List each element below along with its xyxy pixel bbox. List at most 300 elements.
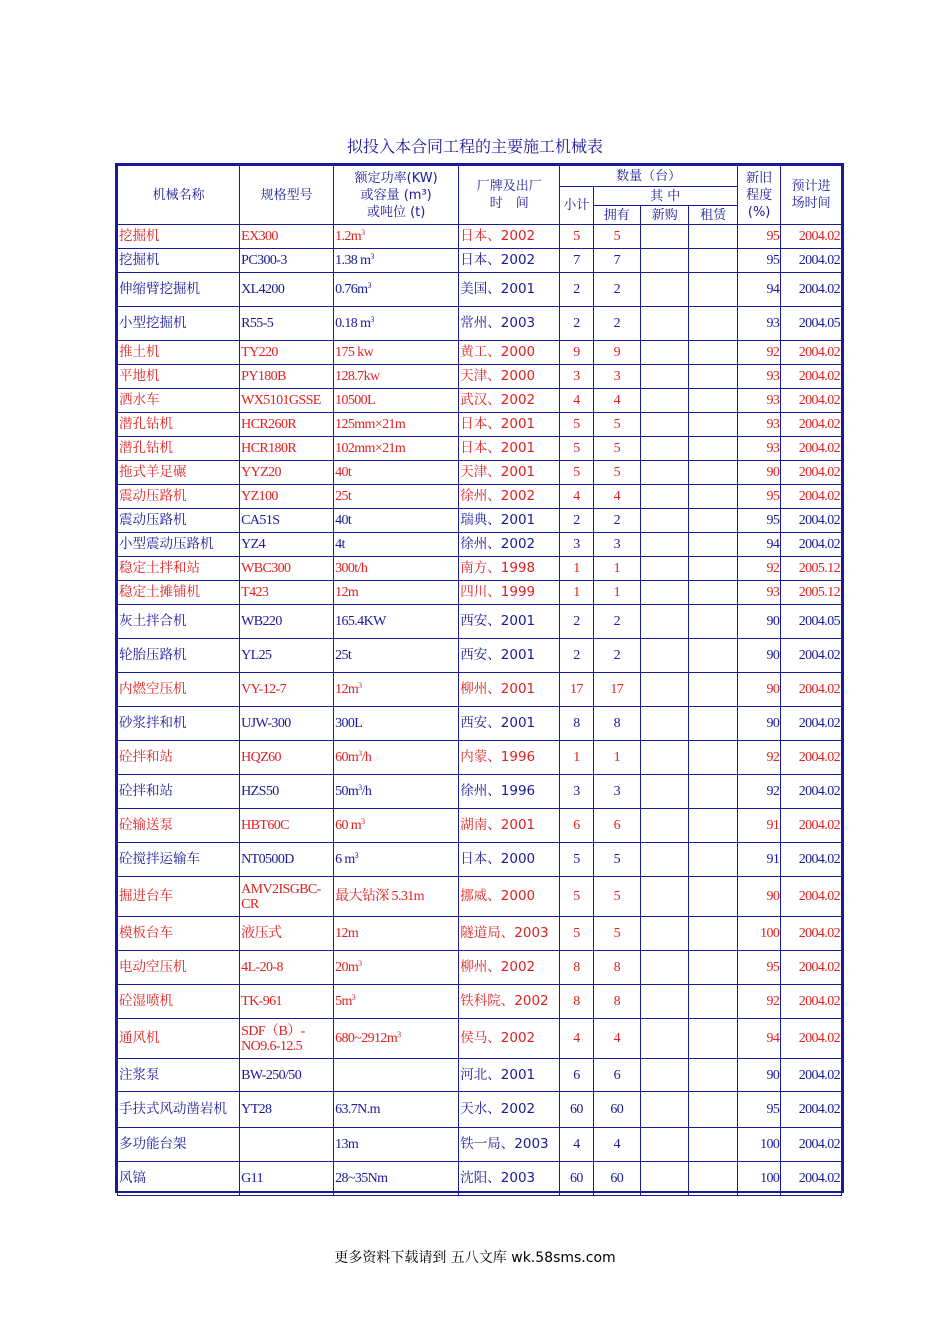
cell-name: 砼搅拌运输车	[118, 843, 240, 877]
table-row	[118, 273, 842, 307]
cell-own: 5	[593, 843, 640, 877]
cell-rent	[689, 707, 737, 741]
cell-condition: 90	[737, 605, 780, 639]
cell-power: 300L	[334, 707, 459, 741]
cell-model: WX5101GSSE	[240, 389, 334, 413]
cell-new	[641, 413, 689, 437]
cell-rent	[689, 581, 737, 605]
cell-model: YT28	[240, 1092, 334, 1128]
cell-date: 2004.02	[781, 639, 842, 673]
cell-new	[641, 557, 689, 581]
cell-date: 2004.02	[781, 249, 842, 273]
cell-power: 28~35Nm	[334, 1162, 459, 1196]
cell-subtotal: 9	[560, 341, 593, 365]
cell-subtotal: 60	[560, 1162, 593, 1196]
cell-own: 5	[593, 461, 640, 485]
cell-name: 挖掘机	[118, 249, 240, 273]
cell-own: 5	[593, 413, 640, 437]
cell-condition: 94	[737, 1019, 780, 1059]
cell-own: 2	[593, 605, 640, 639]
equipment-table	[117, 165, 842, 1196]
cell-date: 2004.02	[781, 273, 842, 307]
cell-condition: 94	[737, 273, 780, 307]
table-row	[118, 951, 842, 985]
header-condition	[737, 166, 780, 225]
header-own: 拥有	[593, 206, 640, 225]
cell-power	[334, 1059, 459, 1092]
cell-own: 7	[593, 249, 640, 273]
table-row	[118, 557, 842, 581]
cell-new	[641, 437, 689, 461]
cell-model: HQZ60	[240, 741, 334, 775]
cell-own: 2	[593, 307, 640, 341]
cell-date: 2004.02	[781, 533, 842, 557]
header-condition-line1: 新旧	[746, 170, 773, 186]
cell-new	[641, 365, 689, 389]
cell-condition: 93	[737, 437, 780, 461]
cell-brand: 挪威、2000	[459, 877, 560, 917]
cell-rent	[689, 249, 737, 273]
cell-rent	[689, 509, 737, 533]
cell-rent	[689, 461, 737, 485]
cell-name: 拖式羊足碾	[118, 461, 240, 485]
cell-brand: 内蒙、1996	[459, 741, 560, 775]
header-name: 机械名称	[118, 166, 240, 225]
cell-rent	[689, 365, 737, 389]
cell-condition: 90	[737, 639, 780, 673]
cell-name: 挖掘机	[118, 225, 240, 249]
table-row	[118, 843, 842, 877]
cell-power: 25t	[334, 485, 459, 509]
cell-rent	[689, 741, 737, 775]
cell-power: $0.76m^3$	[334, 273, 459, 307]
cell-brand: 徐州、2002	[459, 533, 560, 557]
cell-date: 2004.02	[781, 985, 842, 1019]
cell-name: 洒水车	[118, 389, 240, 413]
cell-own: 5	[593, 917, 640, 951]
cell-brand: 天水、2002	[459, 1092, 560, 1128]
cell-rent	[689, 307, 737, 341]
cell-power: $680\sim 2912m^3$	[334, 1019, 459, 1059]
cell-power: 4t	[334, 533, 459, 557]
cell-new	[641, 809, 689, 843]
cell-rent	[689, 1019, 737, 1059]
cell-subtotal: 3	[560, 533, 593, 557]
table-row	[118, 389, 842, 413]
table-body	[118, 225, 842, 1196]
cell-date: 2004.02	[781, 389, 842, 413]
cell-brand: 日本、2001	[459, 437, 560, 461]
cell-power: $60m^3/h$	[334, 741, 459, 775]
cell-condition: 95	[737, 509, 780, 533]
table-row	[118, 917, 842, 951]
cell-name: 注浆泵	[118, 1059, 240, 1092]
cell-power: 6 $m^3$	[334, 843, 459, 877]
cell-condition: 91	[737, 843, 780, 877]
cell-rent	[689, 273, 737, 307]
cell-subtotal: 1	[560, 741, 593, 775]
cell-condition: 95	[737, 225, 780, 249]
cell-date: 2004.02	[781, 1162, 842, 1196]
table-row	[118, 809, 842, 843]
cell-name: 小型挖掘机	[118, 307, 240, 341]
cell-model: YZ100	[240, 485, 334, 509]
cell-power: 13m	[334, 1128, 459, 1162]
cell-date: 2004.02	[781, 365, 842, 389]
cell-model: TK-961	[240, 985, 334, 1019]
cell-subtotal: 5	[560, 413, 593, 437]
table-row	[118, 461, 842, 485]
cell-rent	[689, 225, 737, 249]
header-power	[334, 166, 459, 225]
cell-new	[641, 673, 689, 707]
cell-own: 8	[593, 985, 640, 1019]
cell-brand: 黄工、2000	[459, 341, 560, 365]
cell-new	[641, 707, 689, 741]
cell-model: HZS50	[240, 775, 334, 809]
cell-subtotal: 2	[560, 639, 593, 673]
cell-subtotal: 60	[560, 1092, 593, 1128]
cell-own: 2	[593, 273, 640, 307]
cell-rent	[689, 809, 737, 843]
cell-brand: 河北、2001	[459, 1059, 560, 1092]
cell-brand: 侯马、2002	[459, 1019, 560, 1059]
cell-own: 1	[593, 581, 640, 605]
cell-date: 2004.05	[781, 605, 842, 639]
cell-condition: 100	[737, 1162, 780, 1196]
cell-power: 102mm×21m	[334, 437, 459, 461]
table-row	[118, 307, 842, 341]
cell-name: 砼拌和站	[118, 741, 240, 775]
cell-subtotal: 17	[560, 673, 593, 707]
cell-brand: 徐州、2002	[459, 485, 560, 509]
cell-rent	[689, 413, 737, 437]
cell-date: 2004.02	[781, 1092, 842, 1128]
header-qty: 数量（台）	[560, 166, 738, 187]
cell-date: 2004.02	[781, 1019, 842, 1059]
cell-new	[641, 461, 689, 485]
table-row	[118, 509, 842, 533]
page-title: 拟投入本合同工程的主要施工机械表	[346, 137, 603, 156]
cell-brand: 美国、2001	[459, 273, 560, 307]
cell-own: 5	[593, 437, 640, 461]
cell-date: 2004.02	[781, 809, 842, 843]
cell-subtotal: 1	[560, 557, 593, 581]
cell-subtotal: 3	[560, 365, 593, 389]
cell-rent	[689, 1059, 737, 1092]
cell-model: SDF（B）-NO9.6-12.5	[240, 1019, 334, 1059]
cell-rent	[689, 1128, 737, 1162]
cell-model: BW-250/50	[240, 1059, 334, 1092]
cell-condition: 92	[737, 775, 780, 809]
cell-condition: 90	[737, 461, 780, 485]
cell-condition: 90	[737, 1059, 780, 1092]
cell-name: 平地机	[118, 365, 240, 389]
header-brand	[459, 166, 560, 225]
cell-brand: 日本、2002	[459, 249, 560, 273]
cell-rent	[689, 673, 737, 707]
cell-new	[641, 1019, 689, 1059]
cell-power: $50m^3/h$	[334, 775, 459, 809]
header-of-which: 其 中	[593, 187, 737, 206]
cell-date: 2004.02	[781, 225, 842, 249]
cell-model: XL4200	[240, 273, 334, 307]
cell-power: 60 $m^3$	[334, 809, 459, 843]
cell-date: 2005.12	[781, 557, 842, 581]
cell-power: $1.2m^3$	[334, 225, 459, 249]
cell-condition: 93	[737, 413, 780, 437]
cell-own: 8	[593, 707, 640, 741]
cell-new	[641, 1162, 689, 1196]
cell-subtotal: 2	[560, 273, 593, 307]
cell-date: 2005.12	[781, 581, 842, 605]
cell-own: 3	[593, 365, 640, 389]
cell-new	[641, 639, 689, 673]
cell-subtotal: 6	[560, 809, 593, 843]
cell-model: EX300	[240, 225, 334, 249]
cell-brand: 徐州、1996	[459, 775, 560, 809]
cell-date: 2004.02	[781, 1128, 842, 1162]
cell-power: 25t	[334, 639, 459, 673]
cell-new	[641, 741, 689, 775]
cell-name: 风镐	[118, 1162, 240, 1196]
cell-date: 2004.02	[781, 843, 842, 877]
cell-new	[641, 341, 689, 365]
cell-new	[641, 951, 689, 985]
cell-brand: 柳州、2002	[459, 951, 560, 985]
cell-subtotal: 4	[560, 389, 593, 413]
cell-model: UJW-300	[240, 707, 334, 741]
cell-model: R55-5	[240, 307, 334, 341]
cell-condition: 93	[737, 365, 780, 389]
cell-subtotal: 7	[560, 249, 593, 273]
cell-model: NT0500D	[240, 843, 334, 877]
header-date-line1: 预计进	[791, 179, 831, 194]
cell-rent	[689, 437, 737, 461]
cell-model: CA51S	[240, 509, 334, 533]
table-row	[118, 437, 842, 461]
cell-name: 推土机	[118, 341, 240, 365]
cell-subtotal: 3	[560, 775, 593, 809]
header-subtotal: 小计	[560, 187, 593, 225]
cell-power: 12m	[334, 581, 459, 605]
cell-brand: 南方、1998	[459, 557, 560, 581]
cell-rent	[689, 775, 737, 809]
cell-subtotal: 4	[560, 1128, 593, 1162]
cell-model: WB220	[240, 605, 334, 639]
cell-brand: 天津、2001	[459, 461, 560, 485]
cell-model: T423	[240, 581, 334, 605]
cell-date: 2004.02	[781, 917, 842, 951]
table-row	[118, 1128, 842, 1162]
cell-name: 通风机	[118, 1019, 240, 1059]
cell-name: 多功能台架	[118, 1128, 240, 1162]
cell-date: 2004.02	[781, 485, 842, 509]
cell-condition: 92	[737, 741, 780, 775]
cell-brand: 常州、2003	[459, 307, 560, 341]
cell-new	[641, 1128, 689, 1162]
cell-subtotal: 2	[560, 307, 593, 341]
header-date-line2: 场时间	[791, 196, 831, 211]
cell-date: 2004.02	[781, 951, 842, 985]
table-row	[118, 581, 842, 605]
table-row	[118, 533, 842, 557]
cell-condition: 90	[737, 877, 780, 917]
cell-name: 小型震动压路机	[118, 533, 240, 557]
cell-new	[641, 307, 689, 341]
cell-date: 2004.02	[781, 877, 842, 917]
cell-power: 128.7kw	[334, 365, 459, 389]
cell-brand: 铁科院、2002	[459, 985, 560, 1019]
table-row	[118, 673, 842, 707]
cell-own: 2	[593, 639, 640, 673]
cell-power: 40t	[334, 509, 459, 533]
cell-new	[641, 843, 689, 877]
cell-brand: 沈阳、2003	[459, 1162, 560, 1196]
cell-condition: 92	[737, 341, 780, 365]
cell-new	[641, 533, 689, 557]
cell-date: 2004.02	[781, 461, 842, 485]
cell-brand: 湖南、2001	[459, 809, 560, 843]
cell-own: 5	[593, 225, 640, 249]
cell-name: 砼拌和站	[118, 775, 240, 809]
cell-model: PY180B	[240, 365, 334, 389]
cell-subtotal: 5	[560, 461, 593, 485]
cell-new	[641, 1092, 689, 1128]
cell-condition: 90	[737, 673, 780, 707]
cell-own: 5	[593, 877, 640, 917]
cell-model: HBT60C	[240, 809, 334, 843]
cell-name: 稳定土摊铺机	[118, 581, 240, 605]
cell-subtotal: 8	[560, 707, 593, 741]
table-row	[118, 485, 842, 509]
cell-model: 液压式	[240, 917, 334, 951]
cell-model: AMV2ISGBC-CR	[240, 877, 334, 917]
cell-rent	[689, 485, 737, 509]
cell-new	[641, 877, 689, 917]
cell-name: 模板台车	[118, 917, 240, 951]
cell-name: 砼输送泵	[118, 809, 240, 843]
cell-own: 8	[593, 951, 640, 985]
cell-subtotal: 5	[560, 843, 593, 877]
cell-own: 4	[593, 1019, 640, 1059]
table-row	[118, 1059, 842, 1092]
cell-rent	[689, 985, 737, 1019]
cell-name: 震动压路机	[118, 485, 240, 509]
header-date	[781, 166, 842, 225]
cell-power: $12m^3$	[334, 673, 459, 707]
header-condition-line3: (%)	[747, 204, 771, 220]
cell-date: 2004.02	[781, 413, 842, 437]
cell-model: HCR260R	[240, 413, 334, 437]
cell-new	[641, 509, 689, 533]
table-row	[118, 249, 842, 273]
cell-date: 2004.02	[781, 509, 842, 533]
cell-power: 63.7N.m	[334, 1092, 459, 1128]
cell-brand: 西安、2001	[459, 605, 560, 639]
cell-power: 125mm×21m	[334, 413, 459, 437]
cell-model: HCR180R	[240, 437, 334, 461]
cell-date: 2004.02	[781, 741, 842, 775]
cell-brand: 日本、2002	[459, 225, 560, 249]
table-row	[118, 413, 842, 437]
cell-model: TY220	[240, 341, 334, 365]
cell-name: 稳定土拌和站	[118, 557, 240, 581]
cell-own: 60	[593, 1092, 640, 1128]
cell-subtotal: 4	[560, 1019, 593, 1059]
cell-subtotal: 5	[560, 437, 593, 461]
cell-condition: 95	[737, 951, 780, 985]
table-row	[118, 365, 842, 389]
cell-condition: 93	[737, 307, 780, 341]
cell-name: 砼湿喷机	[118, 985, 240, 1019]
table-row	[118, 877, 842, 917]
header-new: 新购	[641, 206, 689, 225]
cell-own: 60	[593, 1162, 640, 1196]
cell-new	[641, 985, 689, 1019]
cell-brand: 日本、2001	[459, 413, 560, 437]
header-brand-line1: 厂牌及出厂	[476, 179, 542, 194]
cell-condition: 93	[737, 581, 780, 605]
cell-new	[641, 389, 689, 413]
cell-new	[641, 249, 689, 273]
table-row	[118, 639, 842, 673]
cell-date: 2004.02	[781, 437, 842, 461]
cell-new	[641, 605, 689, 639]
cell-model	[240, 1128, 334, 1162]
cell-model: YZ4	[240, 533, 334, 557]
cell-model: WBC300	[240, 557, 334, 581]
cell-rent	[689, 877, 737, 917]
cell-own: 3	[593, 775, 640, 809]
cell-subtotal: 8	[560, 951, 593, 985]
cell-condition: 100	[737, 917, 780, 951]
cell-rent	[689, 605, 737, 639]
cell-model: 4L-20-8	[240, 951, 334, 985]
cell-own: 2	[593, 509, 640, 533]
cell-power: 最大钻深 5.31m	[334, 877, 459, 917]
cell-brand: 柳州、2001	[459, 673, 560, 707]
cell-power: 1.38 $m^3$	[334, 249, 459, 273]
table-row	[118, 1019, 842, 1059]
cell-power: $5m^3$	[334, 985, 459, 1019]
table-row	[118, 605, 842, 639]
table-row	[118, 1162, 842, 1196]
cell-power: 0.18 $m^3$	[334, 307, 459, 341]
table-row	[118, 985, 842, 1019]
cell-rent	[689, 917, 737, 951]
cell-condition: 93	[737, 389, 780, 413]
cell-power: 40t	[334, 461, 459, 485]
cell-new	[641, 775, 689, 809]
cell-own: 4	[593, 1128, 640, 1162]
cell-date: 2004.02	[781, 775, 842, 809]
cell-condition: 92	[737, 557, 780, 581]
cell-name: 潜孔钻机	[118, 413, 240, 437]
cell-name: 轮胎压路机	[118, 639, 240, 673]
cell-model: PC300-3	[240, 249, 334, 273]
footer-text: 更多资料下载请到 五八文库 wk.58sms.com	[334, 1250, 616, 1266]
cell-own: 9	[593, 341, 640, 365]
cell-rent	[689, 389, 737, 413]
cell-rent	[689, 843, 737, 877]
cell-brand: 天津、2000	[459, 365, 560, 389]
cell-power: 165.4KW	[334, 605, 459, 639]
table-row	[118, 1092, 842, 1128]
cell-power: 12m	[334, 917, 459, 951]
cell-date: 2004.05	[781, 307, 842, 341]
cell-brand: 隧道局、2003	[459, 917, 560, 951]
